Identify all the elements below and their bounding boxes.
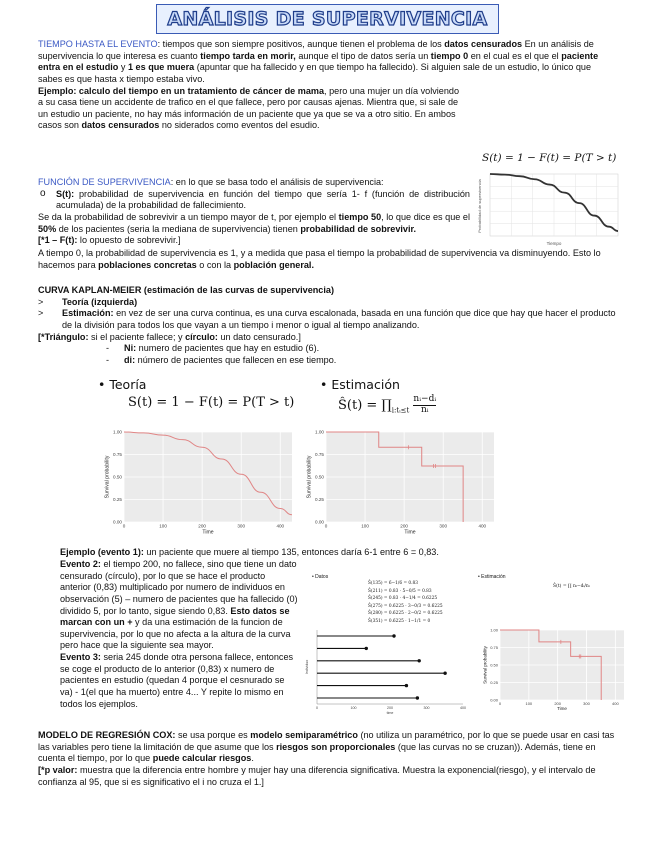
text: y da una estimación de la funcion de supervivencia, por lo que no afecta a la altura de la curva pero hace que la siguiente sea mayor. [60,617,291,651]
text: , lo que dice es que el [381,211,470,222]
bold: Ni: [124,343,137,354]
lollipop-chart [303,626,468,722]
text: no siderados como eventos del esudio. [159,120,320,131]
mini-label-datos: • Datos [312,574,329,580]
x-tick-label: 400 [276,523,285,529]
list-item [38,189,470,212]
list-item-estimacion [38,308,616,331]
section-funcion [38,177,470,247]
bold: Teoría (izquierda) [62,296,138,307]
y-tick-label: 0.25 [315,497,324,502]
label-funcion: FUNCIÓN DE SUPERVIVENCIA [38,177,171,187]
y-tick-label: 0.00 [113,519,122,525]
mini-km-plot [478,626,628,722]
plot-group [305,630,466,715]
mini-calc-line: Ŝ(135) = 6−1/6 = 0.83 [368,581,418,586]
bold: [*1 – F(t): [38,235,78,246]
label-cox: MODELO DE REGRESIÓN COX: [38,730,176,740]
text: numero de pacientes que hay en estudio (6). [136,343,320,354]
bold: probabilidad de sobrevivir. [300,223,417,234]
graph-xlabel: Tiempo [546,241,562,246]
bold: 50% [38,223,57,234]
x-axis-label: Time [202,529,214,536]
y-tick-label: 0.50 [315,474,324,480]
x-tick-label: 100 [361,523,369,529]
bold: población general. [233,259,314,270]
x-tick-label: 300 [439,523,448,529]
bold: di: [124,354,136,365]
mini-calc-line: Ŝ(275) = 0.6225 · 3−0/3 = 0.6225 [368,603,443,609]
mini-calc-line: Ŝ(211) = 0.83 · 5−0/5 = 0.83 [368,588,432,594]
text: de los pacientes (seria la mediana de supervivencia) tienen [56,223,301,234]
x-axis-label: time [386,711,394,715]
bold: tiempo tarda en morir, [200,50,296,61]
lollipop-point [418,659,421,662]
x-tick-label: 300 [583,701,590,706]
text: A tiempo 0, la probabilidad de supervivencia es 1, y a medida que pasa el tiempo la probabilidad de supervivencia va disminuyendo. Esto lo hacemos para [38,248,601,270]
x-tick-label: 0 [498,701,502,706]
text: (no utiliza un paramétrico, por lo que se puede usar en casi tas las variables pero tiene la limitación de que asume que los [38,730,615,752]
page-title: ANÁLISIS DE SUPERVIVENCIA [156,4,498,34]
x-tick-label: 200 [387,706,393,710]
mini-calc-line: Ŝ(280) = 0.6225 · 2−0/2 = 0.6225 [368,611,443,617]
paragraph-funcion [38,177,470,189]
formula-sub: i:tᵢ≤t [391,406,410,415]
section-tiempo-evento [38,39,616,132]
y-tick-label: 0.50 [490,662,498,668]
x-tick-label: 100 [350,706,357,710]
y-tick-label: 0.00 [490,697,498,703]
bold: [*Triángulo: [38,331,89,342]
bold: tiempo 0 [430,50,469,61]
y-tick-label: 0.75 [315,452,324,457]
y-tick-label: 0.75 [113,452,122,457]
x-tick-label: 100 [159,523,167,529]
text: : en lo que se basa todo el análisis de supervivencia: [170,177,384,187]
text: en el cual es el que el [468,50,562,61]
text: en vez de ser una curva continua, es una curva escalonada, basada en una función que dice que hay que hacer el producto de la división para todos los que vayan a un tiempo i menor o igual al tiempo analizando. [62,308,616,330]
bold: tiempo 50 [338,211,382,222]
bold: S(t): [56,188,75,199]
paragraph-sobrevivir [38,212,470,235]
bold: puede calcular riesgos [152,753,252,764]
list-funcion [38,189,470,212]
y-tick-label: 1.00 [315,429,324,435]
text: o con la [196,259,234,270]
bold: Esto datos se marcan con un + [60,605,290,628]
text: : tiempos que son siempre positivos, aunque tienen el problema de los [157,39,445,49]
plot-group [482,628,624,712]
page-title-wrap [0,4,655,34]
x-tick-label: 400 [460,706,466,710]
plot-group [306,430,494,536]
y-axis-label: Survival probability [306,455,313,499]
x-tick-label: 300 [237,523,246,529]
plot-group [104,430,292,536]
label-tiempo-evento: TIEMPO HASTA EL EVENTO [38,39,158,49]
note-opuesto [38,235,470,247]
x-tick-label: 0 [316,706,318,710]
kaplan-estimate-plot [300,426,500,544]
text: . [251,753,254,764]
formula-prod: Ŝ(t) = ∏ [338,397,392,413]
text: se usa porque es [175,730,251,740]
paragraph-tiempo-cero [38,248,616,271]
note-triangulo [38,332,616,344]
x-tick-label: 100 [525,701,533,706]
mini-formula: Ŝ(t) = ∏ nᵢ−dᵢ/nᵢ [553,584,590,589]
lollipop-point [392,634,395,637]
x-axis-label: Time [404,529,416,536]
formula-estimacion [338,395,436,416]
text: aunque el tipo de datos sería un [295,50,431,61]
paragraph-tiempo [38,39,616,86]
bold: poblaciones concretas [98,259,197,270]
text: muestra que la diferencia entre hombre y mujer hay una diferencia significativa. Muestra la exponencial(riesgo), y el intervalo de confianza al 95, que si es significativo el i no cruza el 1.] [38,764,596,787]
y-axis-label: Survival probability [104,455,111,499]
bold: datos censurados [444,39,523,49]
text: un dato censurado.] [217,331,301,342]
y-tick-label: 1.00 [113,429,122,435]
section-cox [38,730,616,788]
paragraph-evento-1 [60,547,616,559]
frac-den: nᵢ [420,404,429,415]
bold: 1 es que muera [127,62,195,73]
y-tick-label: 0.25 [113,497,122,502]
text: Se da la probabilidad de sobrevivir a un tiempo mayor de t, por ejemplo el [38,211,339,222]
section-tiempo-cero [38,248,616,271]
paragraph-ejemplo [38,86,616,133]
y-tick-label: 0.50 [113,474,122,480]
list-item-di [38,355,616,367]
x-axis-label: Time [557,706,567,712]
lollipop-point [405,684,408,687]
text: seria 245 donde otra persona fallece, entonces se coge el producto de lo anterior (0,83) x numero de pacientes en estudio (quedan 4 porque el cesnurado se va) - 1(el que ha muerto) entre 4... Y repite lo mismo en todos los ejemplos. [60,652,294,709]
text: (apuntar que ha fallecido y en que tiempo ha fallecido). Si alguien sale de un estudio, lo único que sabes es que hasta x tiempo estaba vivo. [38,62,592,84]
graph-ylabel: Probabilidad de supervivencia [477,179,482,233]
x-tick-label: 200 [554,701,562,706]
kaplan-theory-plot [98,426,298,544]
text: un paciente que muere al tiempo 135, entonces daría 6-1 entre 6 = 0,83. [143,547,439,557]
text: si el paciente fallece; y [88,331,186,342]
text: (que las curvas no se cruzan)). Además, tiene en cuenta el tiempo, por lo que [38,741,596,764]
formula-survival: S(t) = 1 − F(t) = P(T > t) [482,152,617,164]
lollipop-point [443,672,446,675]
list-item-teoria [38,297,616,309]
x-tick-label: 400 [612,701,619,706]
section-kaplan-meier [38,285,616,366]
bold: círculo: [185,331,218,342]
bold: [*p valor: [38,764,78,775]
x-tick-label: 0 [324,523,328,529]
paragraph-evento-3 [60,652,300,710]
mini-calc-line: Ŝ(245) = 0.83 · 4−1/4 = 0.6225 [368,596,438,602]
heading-kaplan [38,285,616,297]
text: lo opuesto de sobrevivir.] [77,235,181,246]
y-tick-label: 0.75 [490,645,498,650]
mini-calcs [368,580,443,625]
note-p-valor [38,765,616,788]
x-tick-label: 200 [198,523,206,529]
bold: modelo semiparamétrico [250,730,358,740]
text: número de pacientes que fallecen en ese tiempo. [135,354,337,365]
bold: riesgos son proporcionales [276,741,396,752]
label-teoria: • Teoría [98,377,147,392]
bold: Evento 2: [60,559,101,569]
x-tick-label: 400 [478,523,487,529]
text: probabilidad de supervivencia en función del tiempo que sería 1- f (función de distribución acumulada) de la probabilidad de fallecimiento. [56,188,470,211]
theory-curve-graph [476,172,621,252]
frac-num: nᵢ−dᵢ [413,394,437,404]
mini-label-estimacion: • Estimación [478,574,506,580]
x-tick-label: 300 [423,706,430,710]
lollipop-point [365,647,368,650]
lollipop-point [416,696,419,699]
y-axis-label: Survival probability [482,646,488,684]
bold: Estimación: [62,308,114,319]
x-tick-label: 200 [400,523,408,529]
text: , pero una mujer un día volviendo a su casa tiene un accidente de trafico en el que fallece, pero por causas ajenas. Mientra que, si sale de un estudio un paciente, no hay más información de un paciente que ya que se va a otro sitio. En ambos casos son [38,85,460,131]
x-tick-label: 0 [122,523,126,529]
formula-frac [413,395,436,416]
bold: Ejemplo: calculo del tiempo en un tratamiento de cáncer de mama [38,85,325,96]
text: el tiempo 200, no fallece, sino que tiene un dato censurado (círculo), por lo que se hace el producto anterior (0,83) multiplicado por numero de individuos en observación (5) – numero de pacientes que ha fallecido (0) dividido 5, por lo tanto, sigue siendo 0,83. [60,559,298,616]
list-item-ni [38,343,616,355]
paragraph-cox [38,730,616,765]
bold: Evento 3: [60,652,101,662]
y-tick-label: 1.00 [490,627,498,633]
mini-calc-line: Ŝ(351) = 0.6225 · 1−1/1 = 0 [368,618,431,624]
bold: datos censurados [81,120,160,131]
text: y [118,62,128,73]
y-tick-label: 0.25 [490,680,498,685]
y-tick-label: 0.00 [315,519,324,525]
label-estimacion: • Estimación [320,377,400,392]
bold: Ejemplo (evento 1): [60,547,144,557]
section-ejemplo-evento-1 [60,547,616,559]
formula-teoria: S(t) = 1 − F(t) = P(T > t) [128,395,295,410]
y-axis-label: Individuo [305,659,309,675]
bold: paciente entra en el estudio [38,50,599,73]
heading-text: CURVA KAPLAN-MEIER (estimación de las curvas de supervivencia) [38,285,334,295]
text: En un análisis de supervivencia lo que interesa es cuanto [38,39,594,61]
